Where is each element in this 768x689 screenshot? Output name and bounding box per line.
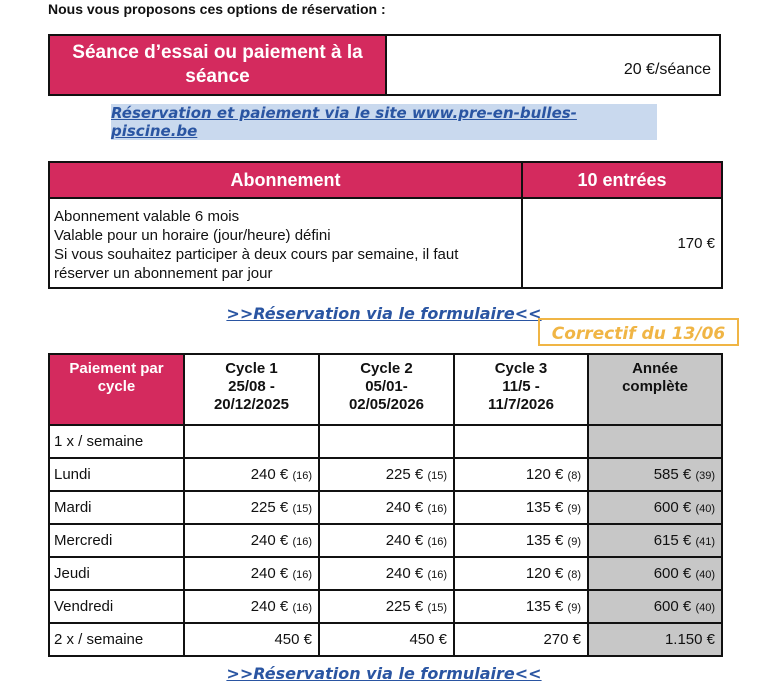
price-cell: [454, 557, 588, 590]
price-cell: [184, 524, 319, 557]
price-value: 240 €: [250, 532, 289, 549]
table-row: [49, 623, 722, 656]
price-cell: [319, 557, 454, 590]
table-row: [49, 524, 722, 557]
session-count: (15): [427, 602, 447, 614]
price-cell: [588, 458, 722, 491]
price-value: 135 €: [525, 598, 564, 615]
header-cycle-2: [319, 354, 454, 425]
price-cell: [454, 623, 588, 656]
price-cell: [454, 425, 588, 458]
header-line: Paiement par: [69, 360, 164, 377]
price-value: 240 €: [250, 565, 289, 582]
table-row: [49, 590, 722, 623]
price-value: 615 €: [653, 532, 692, 549]
price-cell: [588, 623, 722, 656]
price-cell: [184, 491, 319, 524]
row-label: 1 x / semaine: [49, 425, 184, 458]
correctif-note: Correctif du 13/06: [538, 318, 739, 346]
row-label: Vendredi: [49, 590, 184, 623]
price-value: 225 €: [250, 499, 289, 516]
session-count: (41): [695, 536, 715, 548]
trial-price: 20 €/séance: [386, 35, 720, 95]
intro-text: Nous vous proposons ces options de réservation :: [48, 1, 386, 17]
header-line: Cycle 3: [494, 360, 548, 377]
session-count: (15): [427, 470, 447, 482]
price-cell: [319, 491, 454, 524]
price-value: 450 €: [409, 631, 447, 648]
price-value: 225 €: [385, 466, 424, 483]
session-count: (16): [292, 470, 312, 482]
header-payment-per-cycle: [49, 354, 184, 425]
price-cell: [184, 557, 319, 590]
price-value: 240 €: [250, 466, 289, 483]
price-cell: [319, 524, 454, 557]
price-cell: [454, 524, 588, 557]
session-count: (16): [427, 503, 447, 515]
row-label: Jeudi: [49, 557, 184, 590]
session-count: (16): [292, 536, 312, 548]
header-line: cycle: [97, 378, 136, 395]
price-value: 585 €: [653, 466, 692, 483]
trial-label: Séance d’essai ou paiement à la séance: [49, 35, 386, 95]
session-count: (39): [695, 470, 715, 482]
price-cell: [588, 425, 722, 458]
session-count: (16): [427, 569, 447, 581]
price-value: 240 €: [385, 499, 424, 516]
table-row: [49, 491, 722, 524]
price-value: 600 €: [653, 565, 692, 582]
price-value: 120 €: [525, 466, 564, 483]
trial-table: [48, 34, 721, 96]
form-booking-link-bottom[interactable]: >>Réservation via le formulaire<<: [226, 664, 542, 683]
price-cell: [319, 458, 454, 491]
session-count: (40): [695, 602, 715, 614]
price-cell: [184, 590, 319, 623]
table-row: [49, 557, 722, 590]
price-value: 600 €: [653, 499, 692, 516]
subscription-line: Valable pour un horaire (jour/heure) défini: [54, 227, 331, 244]
header-line: 02/05/2026: [348, 396, 425, 413]
site-link-box: [111, 104, 657, 140]
header-line: complète: [622, 378, 688, 395]
price-value: 120 €: [525, 565, 564, 582]
session-count: (16): [292, 569, 312, 581]
header-line: 11/5 -: [502, 378, 540, 395]
price-value: 240 €: [385, 532, 424, 549]
header-line: 05/01-: [365, 378, 408, 395]
price-cell: [588, 590, 722, 623]
session-count: (8): [567, 569, 581, 581]
header-line: Cycle 1: [225, 360, 278, 377]
price-cell: [319, 590, 454, 623]
row-label: Lundi: [49, 458, 184, 491]
price-cell: [588, 524, 722, 557]
header-line: Cycle 2: [360, 360, 413, 377]
header-line: Année: [632, 360, 678, 377]
subscription-price: 170 €: [522, 198, 722, 288]
price-value: 240 €: [385, 565, 424, 582]
subscription-header-entries: 10 entrées: [522, 162, 722, 198]
table-row: [49, 458, 722, 491]
session-count: (9): [567, 536, 581, 548]
header-line: 20/12/2025: [213, 396, 290, 413]
session-count: (40): [695, 503, 715, 515]
session-count: (16): [292, 602, 312, 614]
subscription-description: [49, 198, 522, 288]
price-value: 270 €: [543, 631, 581, 648]
price-value: 450 €: [274, 631, 312, 648]
price-cell: [454, 491, 588, 524]
price-cell: [454, 458, 588, 491]
session-count: (16): [427, 536, 447, 548]
header-line: 11/7/2026: [488, 396, 554, 413]
site-booking-link[interactable]: Réservation et paiement via le site www.pre-en-bulles-piscine.be: [111, 104, 577, 140]
subscription-line: Abonnement valable 6 mois: [54, 208, 240, 225]
table-row: [49, 425, 722, 458]
session-count: (40): [695, 569, 715, 581]
subscription-header-label: Abonnement: [49, 162, 522, 198]
price-cell: [588, 491, 722, 524]
header-cycle-1: [184, 354, 319, 425]
price-cell: [588, 557, 722, 590]
price-value: 240 €: [250, 598, 289, 615]
price-value: 225 €: [385, 598, 424, 615]
form-link-bottom-wrap: [0, 664, 768, 684]
price-cell: [454, 590, 588, 623]
price-value: 600 €: [653, 598, 692, 615]
subscription-table: [48, 161, 723, 289]
price-value: 135 €: [525, 532, 564, 549]
price-cell: [319, 425, 454, 458]
price-cell: [184, 623, 319, 656]
session-count: (9): [567, 503, 581, 515]
row-label: 2 x / semaine: [49, 623, 184, 656]
price-cell: [184, 458, 319, 491]
cycle-pricing-table: [48, 353, 723, 657]
form-booking-link[interactable]: >>Réservation via le formulaire<<: [226, 304, 542, 323]
session-count: (8): [567, 470, 581, 482]
price-value: 135 €: [525, 499, 564, 516]
subscription-line: Si vous souhaitez participer à deux cours par semaine, il faut réserver un abonnement par jour: [54, 246, 459, 282]
price-cell: [319, 623, 454, 656]
session-count: (15): [292, 503, 312, 515]
row-label: Mardi: [49, 491, 184, 524]
header-line: 25/08 -: [228, 378, 275, 395]
price-cell: [184, 425, 319, 458]
session-count: (9): [567, 602, 581, 614]
row-label: Mercredi: [49, 524, 184, 557]
header-full-year: [588, 354, 722, 425]
price-value: 1.150 €: [664, 631, 715, 648]
header-cycle-3: [454, 354, 588, 425]
